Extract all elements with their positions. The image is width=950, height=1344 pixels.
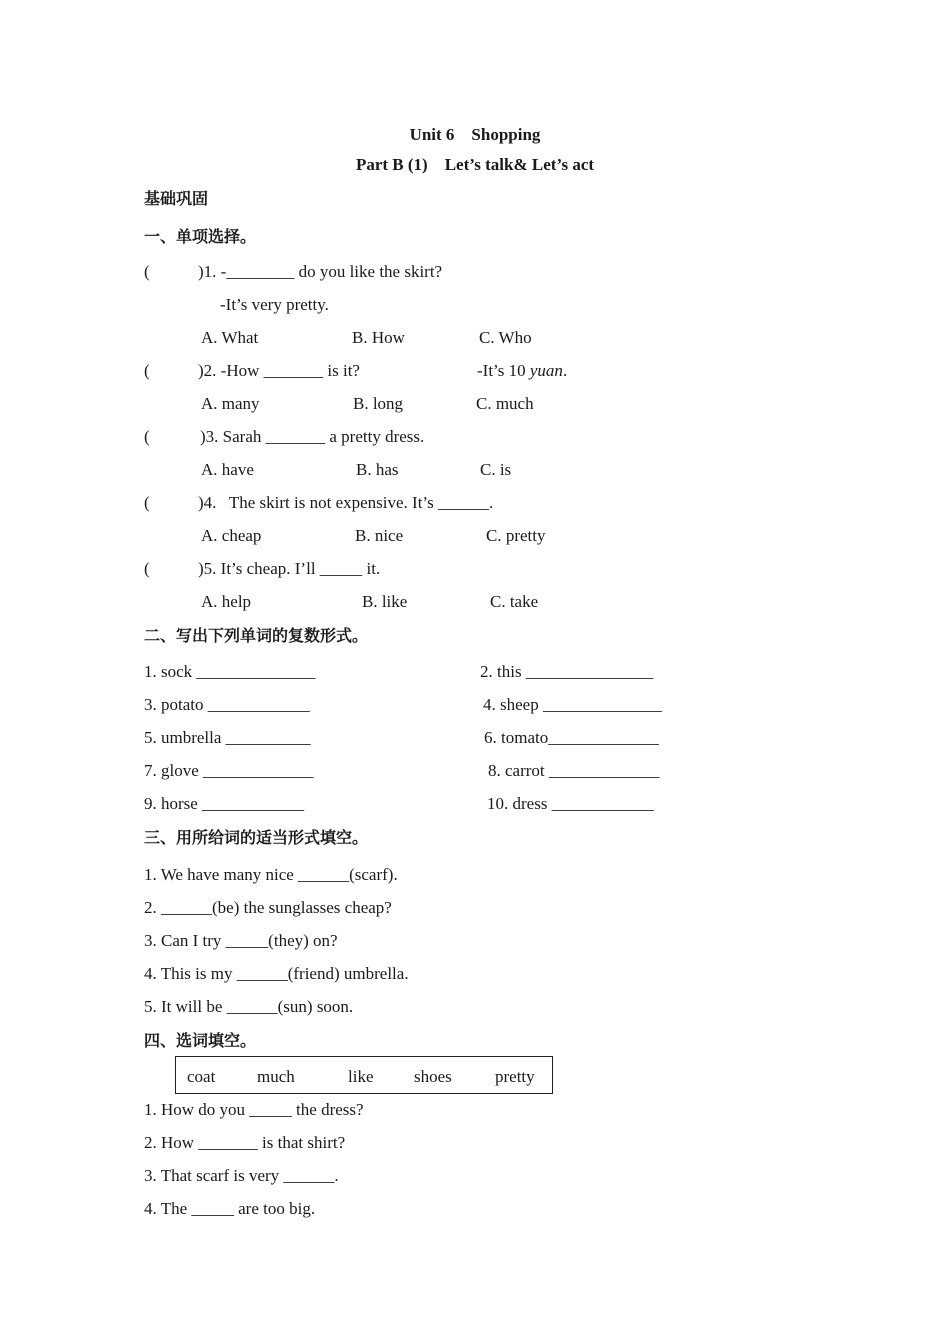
q5-stem: )5. It’s cheap. I’ll _____ it. [198, 559, 381, 578]
plural-item: 8. carrot _____________ [488, 761, 660, 780]
wordbank-item: 4. The _____ are too big. [144, 1199, 316, 1218]
q1-line2: -It’s very pretty. [220, 295, 329, 314]
plural-item: 5. umbrella __________ [144, 728, 311, 747]
s2-heading: 二、写出下列单词的复数形式。 [144, 626, 369, 645]
q2-option-c: C. much [476, 394, 534, 413]
q2-option-a: A. many [201, 394, 260, 413]
plural-item: 10. dress ____________ [487, 794, 654, 813]
q1-paren: ( [144, 262, 150, 281]
plural-item: 9. horse ____________ [144, 794, 305, 813]
wordbank-item: 1. How do you _____ the dress? [144, 1100, 364, 1119]
q4-option-a: A. cheap [201, 526, 262, 545]
q3-stem: )3. Sarah _______ a pretty dress. [200, 427, 425, 446]
word-bank-word: pretty [495, 1067, 535, 1086]
q4-option-c: C. pretty [486, 526, 546, 545]
word-bank-box [175, 1056, 553, 1094]
q4-stem: )4. The skirt is not expensive. It’s ______. [198, 493, 494, 512]
q2-stem: )2. -How _______ is it? [198, 361, 360, 380]
subtitle: Part B (1) Let’s talk& Let’s act [355, 155, 595, 174]
q4-paren: ( [144, 493, 150, 512]
fill-item: 5. It will be ______(sun) soon. [144, 997, 354, 1016]
q2-response [477, 361, 567, 381]
q1-stem: )1. -________ do you like the skirt? [198, 262, 443, 281]
fill-item: 2. ______(be) the sunglasses cheap? [144, 898, 392, 917]
q3-option-c: C. is [480, 460, 512, 479]
q2-response-pre: -It’s 10 [477, 361, 530, 380]
q2-option-b: B. long [353, 394, 404, 413]
q1-option-b: B. How [352, 328, 405, 347]
q3-option-a: A. have [201, 460, 254, 479]
q2-response-post: . [562, 361, 568, 380]
plural-item: 4. sheep ______________ [483, 695, 662, 714]
fill-item: 4. This is my ______(friend) umbrella. [144, 964, 409, 983]
plural-item: 1. sock ______________ [144, 662, 316, 681]
s1-heading: 一、单项选择。 [144, 227, 257, 246]
wordbank-item: 3. That scarf is very ______. [144, 1166, 339, 1185]
q1-option-a: A. What [201, 328, 259, 347]
plural-item: 6. tomato_____________ [484, 728, 659, 747]
plural-item: 2. this _______________ [480, 662, 654, 681]
title: Unit 6 Shopping [409, 125, 541, 144]
fill-item: 3. Can I try _____(they) on? [144, 931, 338, 950]
plural-item: 7. glove _____________ [144, 761, 314, 780]
q2-paren: ( [144, 361, 150, 380]
q5-option-b: B. like [362, 592, 408, 611]
q3-paren: ( [144, 427, 150, 446]
word-bank-word: shoes [414, 1067, 452, 1086]
q1-option-c: C. Who [479, 328, 532, 347]
q4-option-b: B. nice [355, 526, 404, 545]
s3-heading: 三、用所给词的适当形式填空。 [144, 828, 369, 847]
q5-paren: ( [144, 559, 150, 578]
q5-option-a: A. help [201, 592, 252, 611]
q5-option-c: C. take [490, 592, 539, 611]
plural-item: 3. potato ____________ [144, 695, 310, 714]
wordbank-item: 2. How _______ is that shirt? [144, 1133, 346, 1152]
q3-option-b: B. has [356, 460, 399, 479]
word-bank-word: coat [187, 1067, 216, 1086]
section-heading: 基础巩固 [144, 189, 209, 208]
s4-heading: 四、选词填空。 [144, 1031, 257, 1050]
fill-item: 1. We have many nice ______(scarf). [144, 865, 398, 884]
q2-response-italic: yuan [529, 361, 563, 380]
word-bank-word: much [257, 1067, 295, 1086]
word-bank-word: like [348, 1067, 374, 1086]
